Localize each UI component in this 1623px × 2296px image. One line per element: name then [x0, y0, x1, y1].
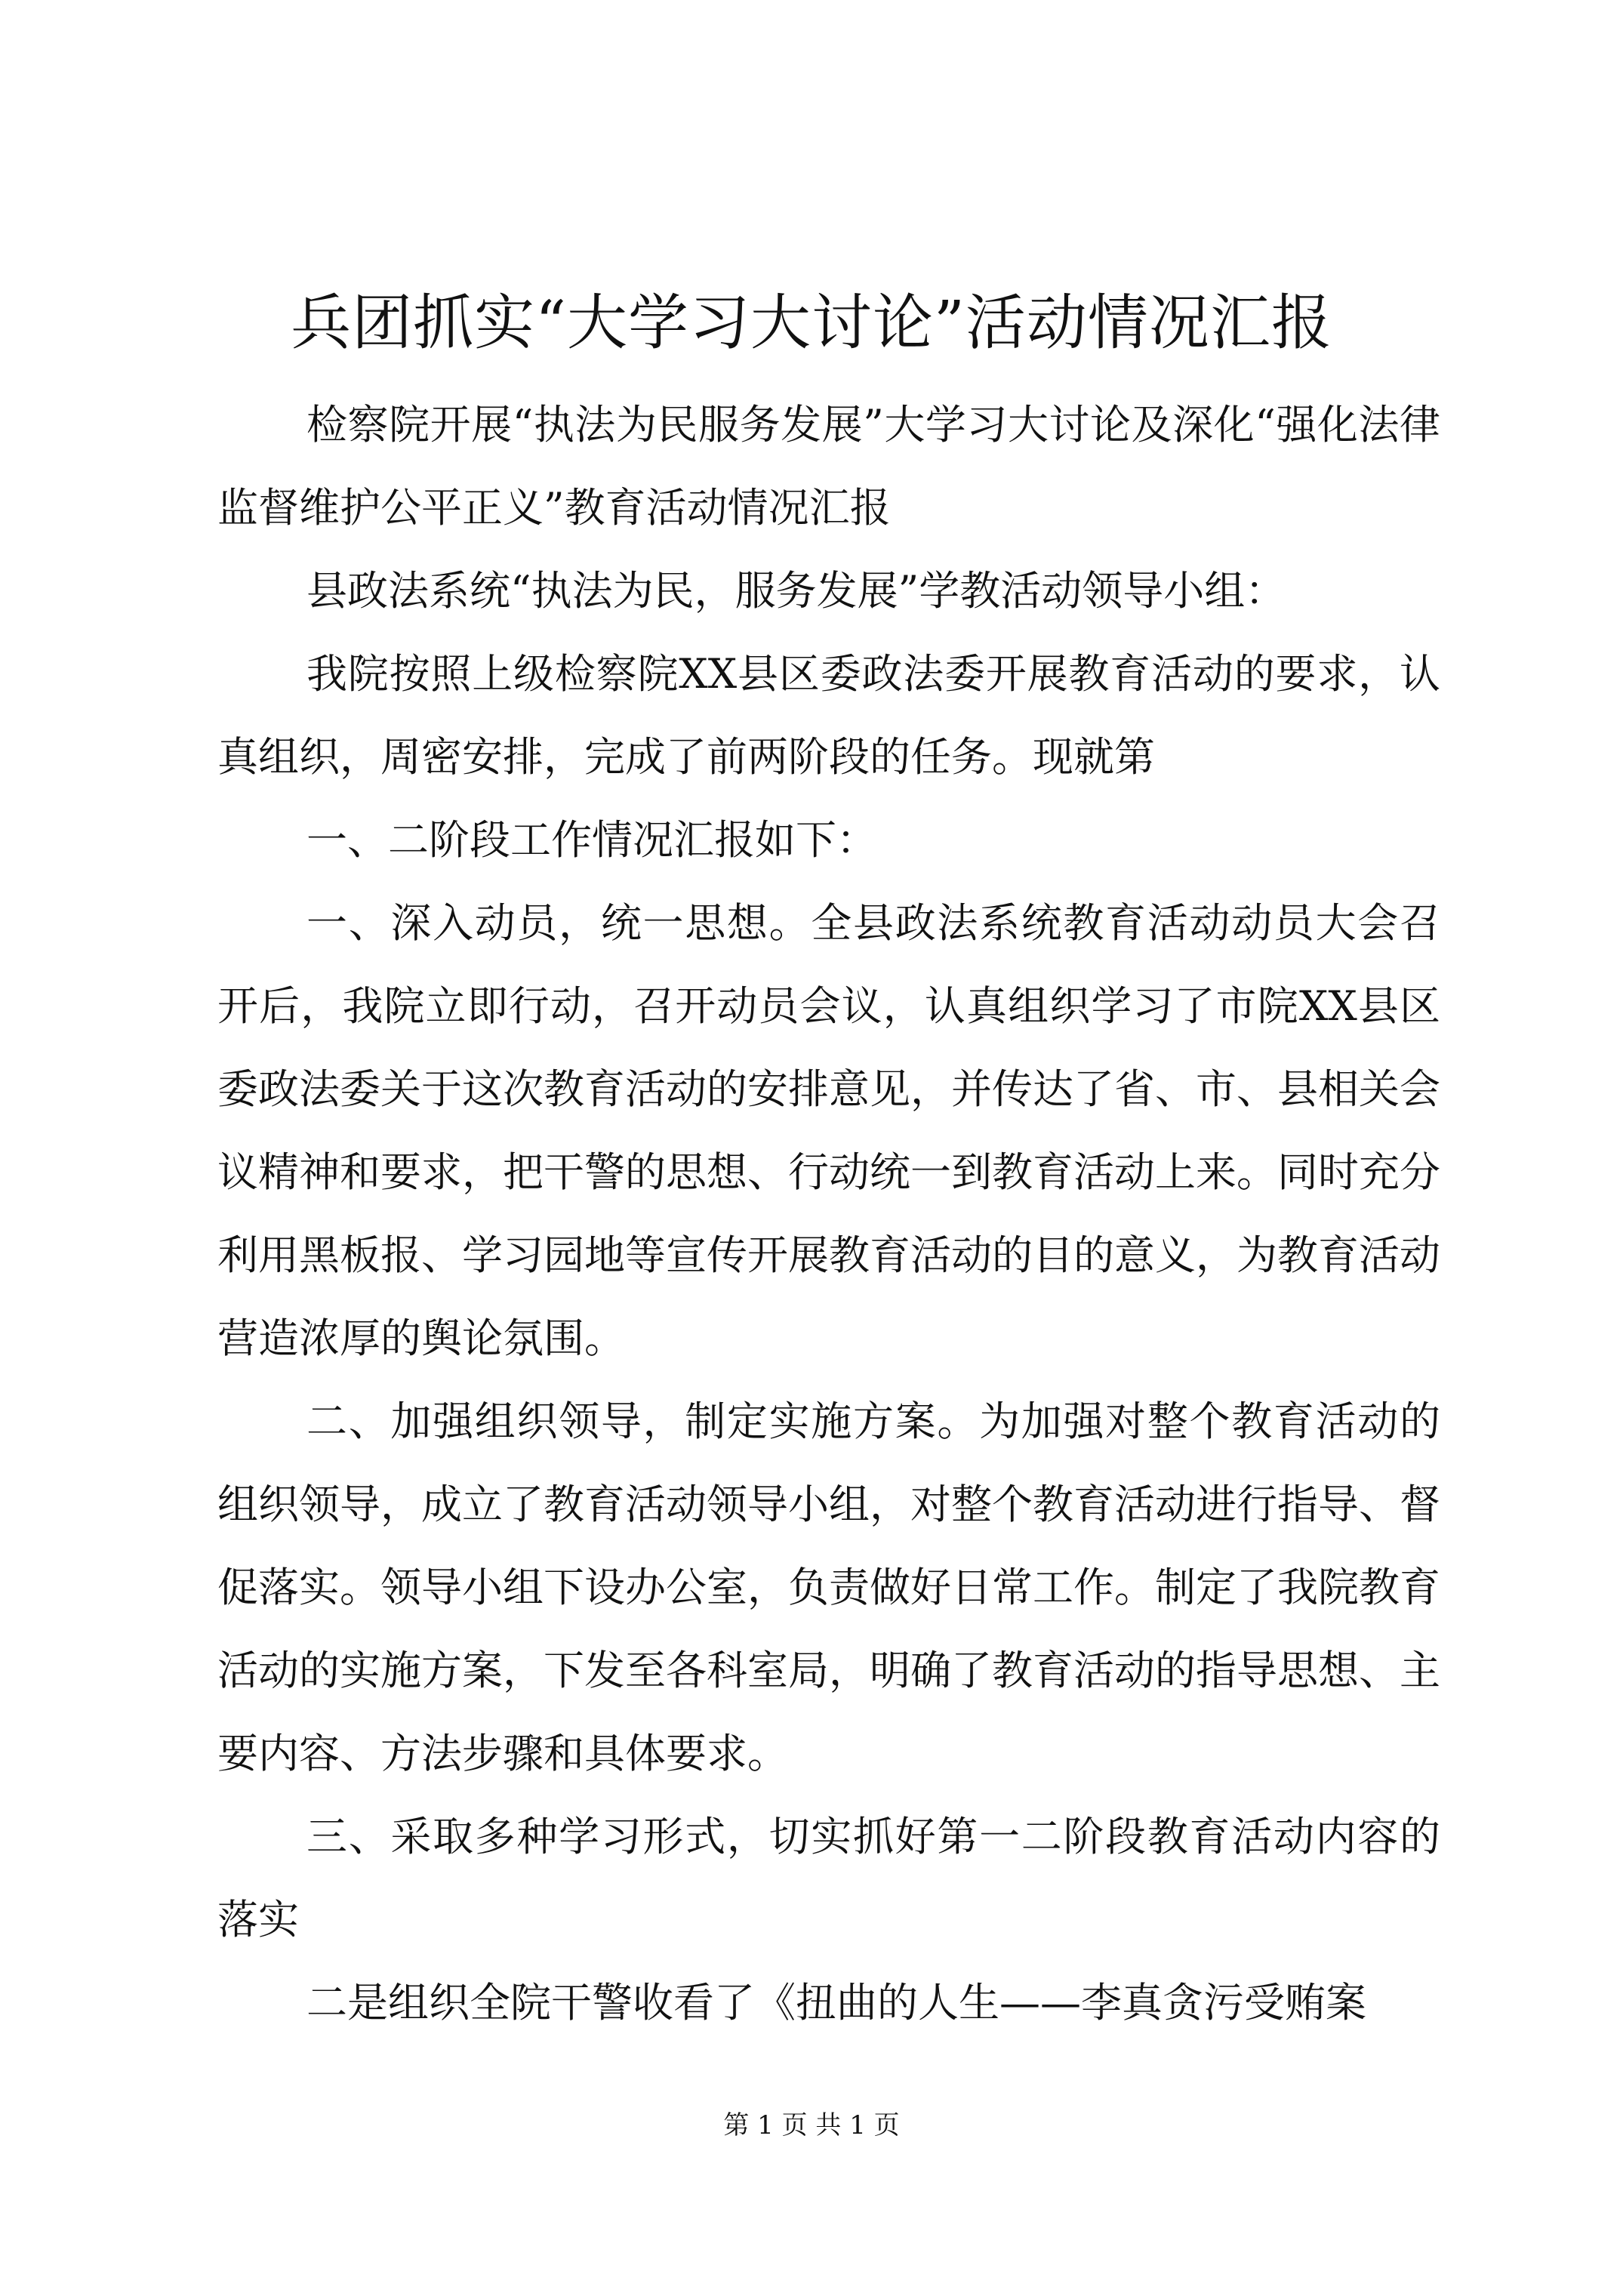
document-body: [217, 384, 1440, 2045]
paragraph-intro: 我院按照上级检察院XX县区委政法委开展教育活动的要求，认真组织，周密安排，完成了前两阶段的任务。现就第: [217, 650, 1440, 781]
paragraph-addressee: 县政法系统“执法为民，服务发展”学教活动领导小组：: [306, 567, 1286, 615]
paragraph-section-3-item: 二是组织全院干警收看了《扭曲的人生——李真贪污受贿案: [306, 1979, 1366, 2026]
paragraph-section-1: 一、深入动员，统一思想。全县政法系统教育活动动员大会召开后，我院立即行动，召开动员会议，认真组织学习了市院XX县区委政法委关于这次教育活动的安排意见，并传达了省、市、县相关会议精神和要求，把干警的思想、行动统一到教育活动上来。同时充分利用黑板报、学习园地等宣传开展教育活动的目的意义，为教育活动营造浓厚的舆论氛围。: [217, 899, 1440, 1362]
page-number-footer: 第 1 页 共 1 页: [723, 2110, 900, 2140]
paragraph-section-2: 二、加强组织领导，制定实施方案。为加强对整个教育活动的组织领导，成立了教育活动领导小组，对整个教育活动进行指导、督促落实。领导小组下设办公室，负责做好日常工作。制定了我院教育活动的实施方案，下发至各科室局，明确了教育活动的指导思想、主要内容、方法步骤和具体要求。: [217, 1398, 1440, 1777]
paragraph-heading-line: 检察院开展“执法为民服务发展”大学习大讨论及深化“强化法律监督维护公平正义”教育活动情况汇报: [217, 401, 1440, 532]
paragraph-section-3: 三、采取多种学习形式，切实抓好第一二阶段教育活动内容的落实: [217, 1813, 1440, 1943]
paragraph-intro-continued: 一、二阶段工作情况汇报如下：: [306, 816, 877, 864]
document-title: 兵团抓实“大学习大讨论”活动情况汇报: [291, 288, 1332, 358]
